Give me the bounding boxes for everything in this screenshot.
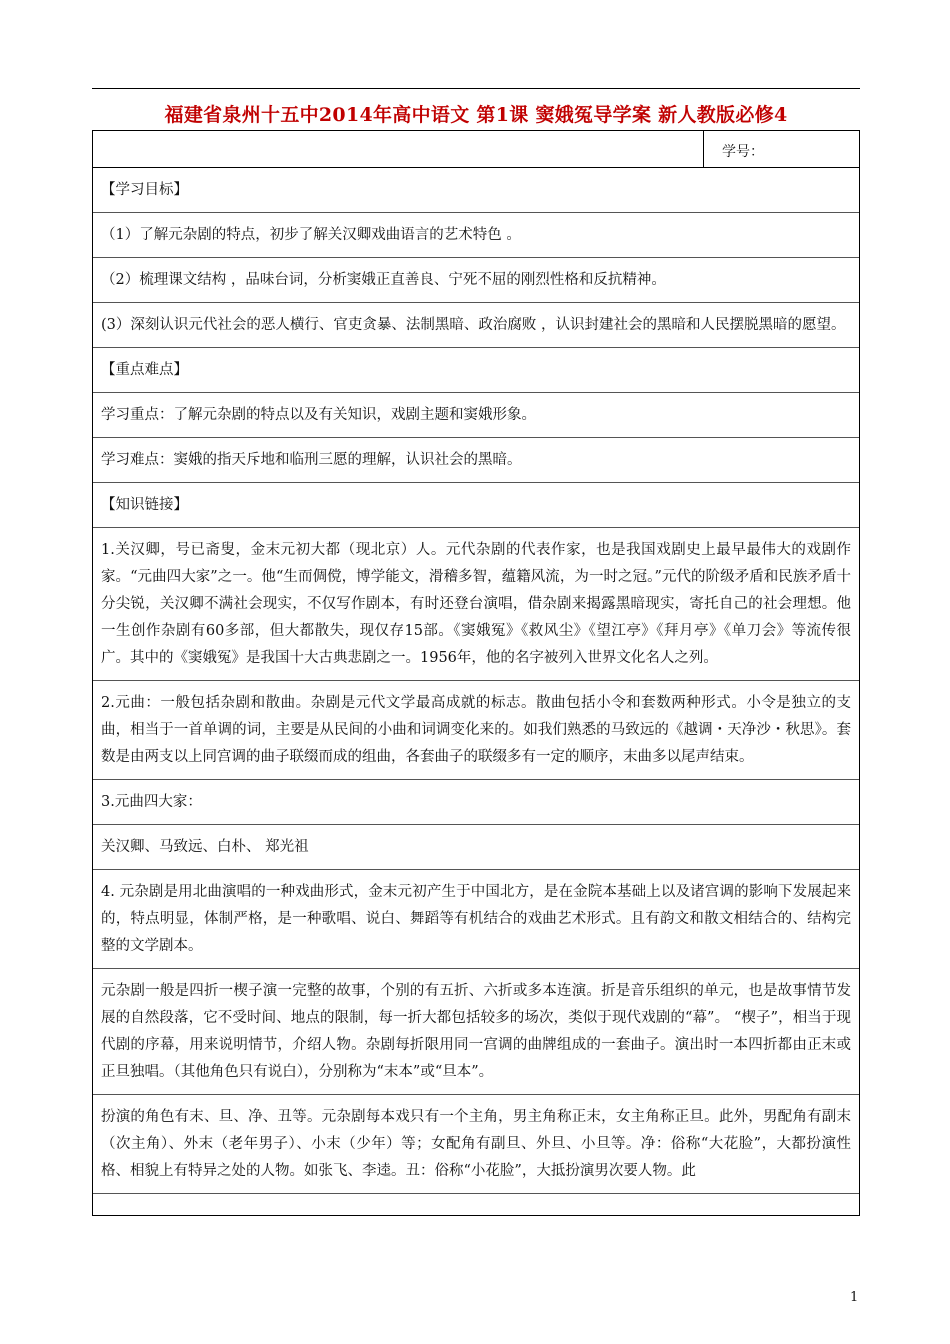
- content-table: [92, 130, 860, 1216]
- header-rule: [92, 88, 860, 89]
- knowledge-item-4: 4. 元杂剧是用北曲演唱的一种戏曲形式，金末元初产生于中国北方，是在金院本基础上以及诸宫调的影响下发展起来的，特点明显，体制严格，是一种歌唱、说白、舞蹈等有机结合的戏曲艺术形式。且有韵文和散文相结合的、结构完整的文学剧本。: [93, 870, 859, 969]
- knowledge-item-2: 2.元曲：一般包括杂剧和散曲。杂剧是元代文学最高成就的标志。散曲包括小令和套数两种形式。小令是独立的支曲，相当于一首单调的词，主要是从民间的小曲和词调变化来的。如我们熟悉的马致远的《越调・天净沙・秋思》。套数是由两支以上同宫调的曲子联缀而成的组曲，各套曲子的联缀多有一定的顺序，末曲多以尾声结束。: [93, 681, 859, 780]
- key-point: 学习重点：了解元杂剧的特点以及有关知识，戏剧主题和窦娥形象。: [93, 393, 859, 438]
- knowledge-item-4-structure: 元杂剧一般是四折一楔子演一完整的故事，个别的有五折、六折或多本连演。折是音乐组织的单元，也是故事情节发展的自然段落，它不受时间、地点的限制，每一折大都包括较多的场次，类似于现代戏剧的“幕”。 “楔子”，相当于现代剧的序幕，用来说明情节，介绍人物。杂剧每折限用同一宫调的曲牌组成的一套曲子。演出时一本四折都由正末或正旦独唱。（其他角色只有说白），分别称为“末本”或“旦本”。: [93, 969, 859, 1095]
- knowledge-item-3: 3.元曲四大家：: [93, 780, 859, 825]
- document-title: 福建省泉州十五中2014年高中语文 第1课 窦娥冤导学案 新人教版必修4: [164, 104, 788, 126]
- knowledge-item-3-list: 关汉卿、马致远、白朴、 郑光祖: [93, 825, 859, 870]
- page-number: 1: [850, 1290, 859, 1305]
- student-info-row: [93, 131, 859, 168]
- student-number-cell: [703, 131, 860, 167]
- goal-item-2: （2）梳理课文结构 ，品味台词，分析窦娥正直善良、宁死不屈的刚烈性格和反抗精神。: [93, 258, 859, 303]
- section-heading-goals: 【学习目标】: [93, 168, 859, 213]
- goal-item-3: (3）深刻认识元代社会的恶人横行、官吏贪暴、法制黑暗、政治腐败 ，认识封建社会的黑暗和人民摆脱黑暗的愿望。: [93, 303, 859, 348]
- student-number-label: 学号：: [722, 144, 764, 160]
- difficult-point: 学习难点：窦娥的指天斥地和临刑三愿的理解，认识社会的黑暗。: [93, 438, 859, 483]
- section-heading-key-points: 【重点难点】: [93, 348, 859, 393]
- lesson-content: [93, 168, 859, 1194]
- goal-item-1: （1）了解元杂剧的特点，初步了解关汉卿戏曲语言的艺术特色 。: [93, 213, 859, 258]
- knowledge-item-1: 1.关汉卿，号已斋叟，金末元初大都（现北京）人。元代杂剧的代表作家，也是我国戏剧史上最早最伟大的戏剧作家。“元曲四大家”之一。他“生而倜傥，博学能文，滑稽多智，蕴籍风流，为一时之冠。”元代的阶级矛盾和民族矛盾十分尖锐，关汉卿不满社会现实，不仅写作剧本，有时还登台演唱，借杂剧来揭露黑暗现实，寄托自己的社会理想。他一生创作杂剧有60多部，但大都散失，现仅存15部。《窦娥冤》《救风尘》《望江亭》《拜月亭》《单刀会》等流传很广。其中的《窦娥冤》是我国十大古典悲剧之一。1956年，他的名字被列入世界文化名人之列。: [93, 528, 859, 681]
- section-heading-knowledge: 【知识链接】: [93, 483, 859, 528]
- knowledge-item-4-roles: 扮演的角色有末、旦、净、丑等。元杂剧每本戏只有一个主角，男主角称正末，女主角称正旦。此外，男配角有副末（次主角）、外末（老年男子）、小末（少年）等；女配角有副旦、外旦、小旦等。净：俗称“大花脸”，大都扮演性格、相貌上有特异之处的人物。如张飞、李逵。丑：俗称“小花脸”，大抵扮演男次要人物。此: [93, 1095, 859, 1194]
